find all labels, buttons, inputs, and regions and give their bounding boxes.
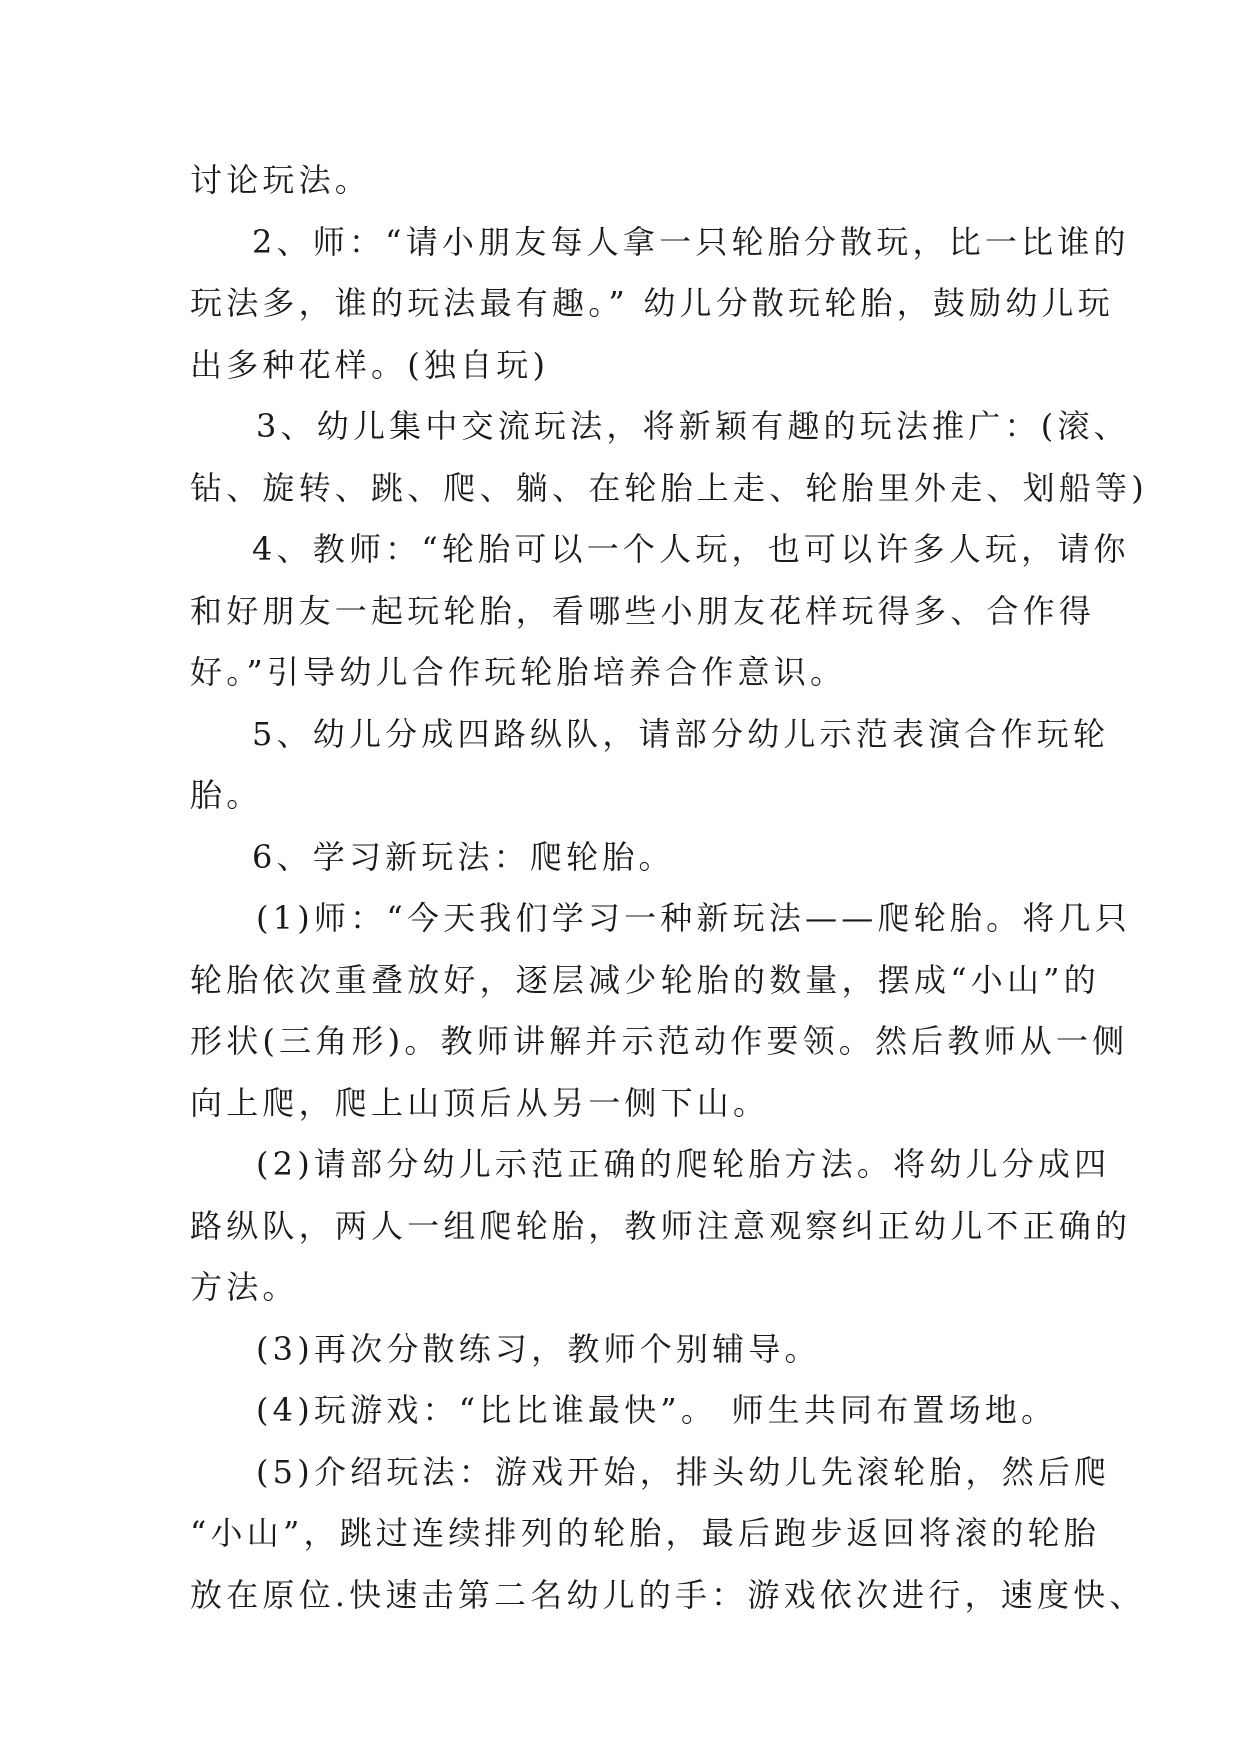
text-line: 5、幼儿分成四路纵队，请部分幼儿示范表演合作玩轮 <box>252 714 1110 753</box>
text-line: 放在原位.快速击第二名幼儿的手：游戏依次进行，速度快、 <box>190 1575 1146 1614</box>
text-line: 钻、旋转、跳、爬、躺、在轮胎上走、轮胎里外走、划船等) <box>190 468 1148 507</box>
text-line: 方法。 <box>190 1268 299 1306</box>
document-body <box>190 150 1148 1626</box>
text-line: (4)玩游戏：“比比谁最快”。 师生共同布置场地。 <box>256 1391 1058 1429</box>
text-line: 4、教师：“轮胎可以一个人玩，也可以许多人玩，请你 <box>252 530 1130 568</box>
text-line: 轮胎依次重叠放好，逐层减少轮胎的数量，摆成“小山”的 <box>190 960 1100 999</box>
text-line: 和好朋友一起玩轮胎，看哪些小朋友花样玩得多、合作得 <box>190 591 1096 630</box>
text-line: (1)师：“今天我们学习一种新玩法——爬轮胎。将几只 <box>256 899 1131 937</box>
text-line: 3、幼儿集中交流玩法，将新颖有趣的玩法推广：(滚、 <box>256 407 1130 445</box>
text-line: “小山”，跳过连续排列的轮胎，最后跑步返回将滚的轮胎 <box>190 1514 1100 1552</box>
text-line: 2、师：“请小朋友每人拿一只轮胎分散玩，比一比谁的 <box>252 222 1130 261</box>
text-line: 讨论玩法。 <box>190 161 372 199</box>
text-line: 6、学习新玩法：爬轮胎。 <box>252 837 675 876</box>
text-line: (5)介绍玩法：游戏开始，排头幼儿先滚轮胎，然后爬 <box>256 1452 1111 1491</box>
text-line: 向上爬，爬上山顶后从另一侧下山。 <box>190 1083 770 1122</box>
text-line: 好。”引导幼儿合作玩轮胎培养合作意识。 <box>190 653 847 691</box>
text-line: 路纵队，两人一组爬轮胎，教师注意观察纠正幼儿不正确的 <box>190 1206 1132 1245</box>
text-line: 形状(三角形)。教师讲解并示范动作要领。然后教师从一侧 <box>190 1022 1129 1060</box>
text-line: 胎。 <box>190 776 263 814</box>
text-line: 出多种花样。(独自玩) <box>190 345 550 384</box>
text-line: (2)请部分幼儿示范正确的爬轮胎方法。将幼儿分成四 <box>256 1145 1111 1183</box>
text-line: (3)再次分散练习，教师个别辅导。 <box>256 1329 821 1368</box>
text-line: 玩法多，谁的玩法最有趣。” 幼儿分散玩轮胎，鼓励幼儿玩 <box>190 284 1114 322</box>
